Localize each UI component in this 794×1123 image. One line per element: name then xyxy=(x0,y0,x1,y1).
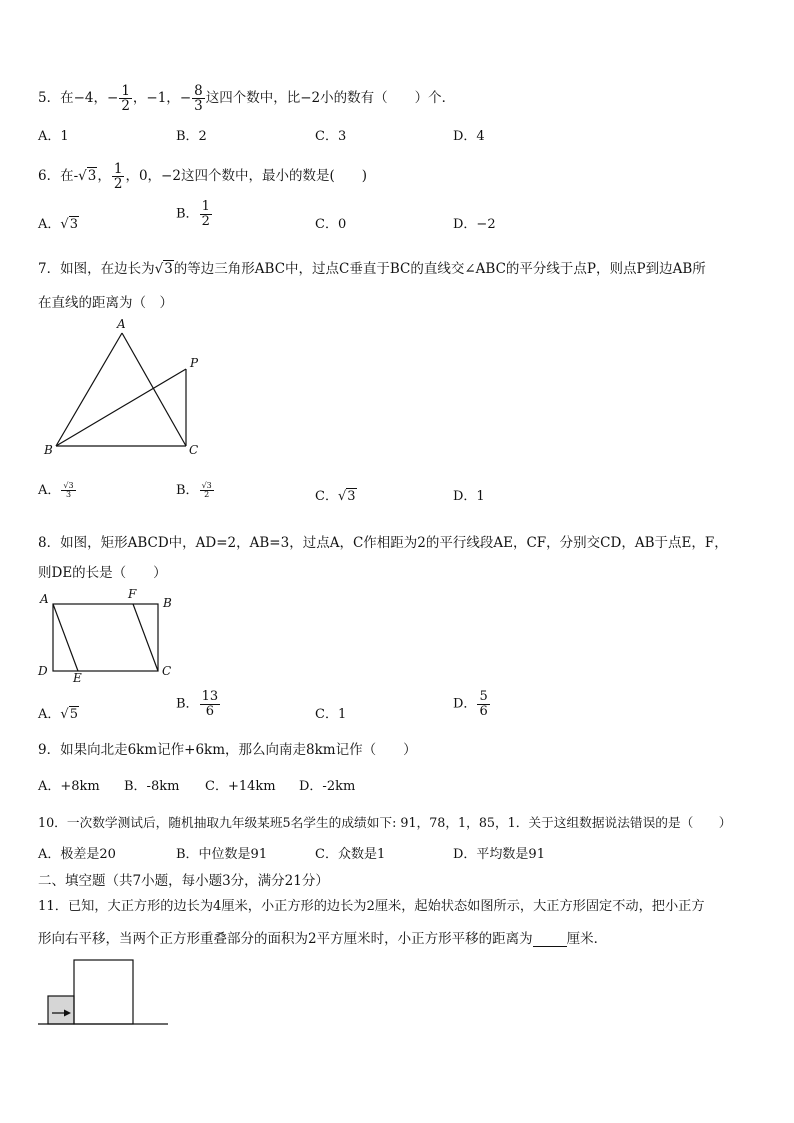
q8-option-c[interactable]: C．1 xyxy=(315,707,347,722)
q9-stem: 9．如果向北走6km记作+6km，那么向南走8km记作（ ） xyxy=(38,742,417,758)
q8-label-e: E xyxy=(73,671,82,685)
q8-option-a[interactable]: A．√5 xyxy=(38,707,78,722)
q7-label-a: A xyxy=(117,317,126,331)
q8-option-d[interactable]: D． $\frac{5}{6}$ xyxy=(453,689,488,719)
q7-option-b[interactable]: B． $\frac{√3}{2}$ xyxy=(176,480,212,499)
q6-option-b[interactable]: B． $\frac{1}{2}$ xyxy=(176,199,210,229)
q10-option-d[interactable]: D．平均数是91 xyxy=(453,847,545,862)
q6-option-c[interactable]: C．0 xyxy=(315,217,347,232)
q6-option-a[interactable]: A．√3 xyxy=(38,217,78,232)
q9-option-a[interactable]: A．+8km xyxy=(38,779,100,794)
q5-stem xyxy=(38,84,455,113)
q7-label-p: P xyxy=(190,356,199,370)
q5-option-a[interactable]: A．1 xyxy=(38,129,69,144)
q11-stem-line2: 形向右平移，当两个正方形重叠部分的面积为2平方厘米时，小正方形平移的距离为 厘米． xyxy=(38,931,608,947)
q6-stem-c: ，0，−2这四个数中，最小的数是( ) xyxy=(125,168,367,185)
q6-stem xyxy=(38,162,367,191)
q8-label-d: D xyxy=(38,664,48,678)
q10-option-b[interactable]: B．中位数是91 xyxy=(176,847,268,862)
arrow-right-icon xyxy=(52,1006,71,1020)
q8-stem-line2: 则DE的长是（ ） xyxy=(38,565,167,581)
q11-stem-line1: 11．已知，大正方形的边长为4厘米，小正方形的边长为2厘米，起始状态如图所示，大正方形固定不动，把小正方 xyxy=(38,899,705,914)
q5-option-b[interactable]: B．2 xyxy=(176,129,207,144)
q9-option-d[interactable]: D．-2km xyxy=(299,779,356,794)
q10-option-c[interactable]: C．众数是1 xyxy=(315,847,386,862)
q7-option-a[interactable]: A． $\frac{√3}{3}$ xyxy=(38,480,74,499)
q8-label-b: B xyxy=(163,596,172,610)
q8-label-c: C xyxy=(162,664,172,678)
section-heading: 二、填空题（共7小题，每小题3分，满分21分） xyxy=(38,873,329,889)
q5-frac1: $\frac{1}{2}$ xyxy=(121,83,130,115)
q5-option-d[interactable]: D．4 xyxy=(453,129,485,144)
q10-stem: 10．一次数学测试后，随机抽取九年级某班5名学生的成绩如下: 91，78，1，85，1．关于这组数据说法错误的是（ ） xyxy=(38,815,732,830)
q6-stem-a: 6．在- xyxy=(38,168,79,185)
q8-label-a: A xyxy=(40,592,49,606)
q5-option-c[interactable]: C．3 xyxy=(315,129,347,144)
q6-stem-b: ， xyxy=(97,168,111,185)
q7-option-d[interactable]: D．1 xyxy=(453,489,485,504)
answer-blank[interactable] xyxy=(533,934,567,947)
q8-label-f: F xyxy=(128,587,137,601)
q5-stem-b: ，−1， xyxy=(132,90,180,107)
q5-frac2: $\frac{8}{3}$ xyxy=(194,83,203,115)
q5-frac2-sign: − xyxy=(179,90,192,107)
q10-option-a[interactable]: A．极差是20 xyxy=(38,847,116,862)
q7-label-c: C xyxy=(189,443,199,457)
q6-sqrt: √3 xyxy=(78,168,97,185)
q7-stem-line1: 7．如图，在边长为√3的等边三角形ABC中，过点C垂直于BC的直线交∠ABC的平分线于点P，则点P到边AB所 xyxy=(38,261,706,277)
q9-option-b[interactable]: B．-8km xyxy=(124,779,180,794)
q7-option-c[interactable]: C．√3 xyxy=(315,489,356,504)
q8-option-b[interactable]: B． $\frac{13}{6}$ xyxy=(176,689,219,719)
q6-option-d[interactable]: D．−2 xyxy=(453,217,496,232)
q6-frac: $\frac{1}{2}$ xyxy=(113,161,123,193)
q5-stem-c: 这四个数中，比−2小的数有（ ）个． xyxy=(205,90,456,107)
q5-frac1-sign: − xyxy=(107,90,119,107)
q9-option-c[interactable]: C．+14km xyxy=(205,779,276,794)
q7-label-b: B xyxy=(44,443,53,457)
q5-stem-a: 5．在−4， xyxy=(38,90,107,107)
q8-stem-line1: 8．如图，矩形ABCD中，AD=2，AB=3，过点A，C作相距为2的平行线段AE，CF，分别交CD，AB于点E，F， xyxy=(38,535,728,551)
q7-stem-line2: 在直线的距离为（ ） xyxy=(38,295,173,311)
